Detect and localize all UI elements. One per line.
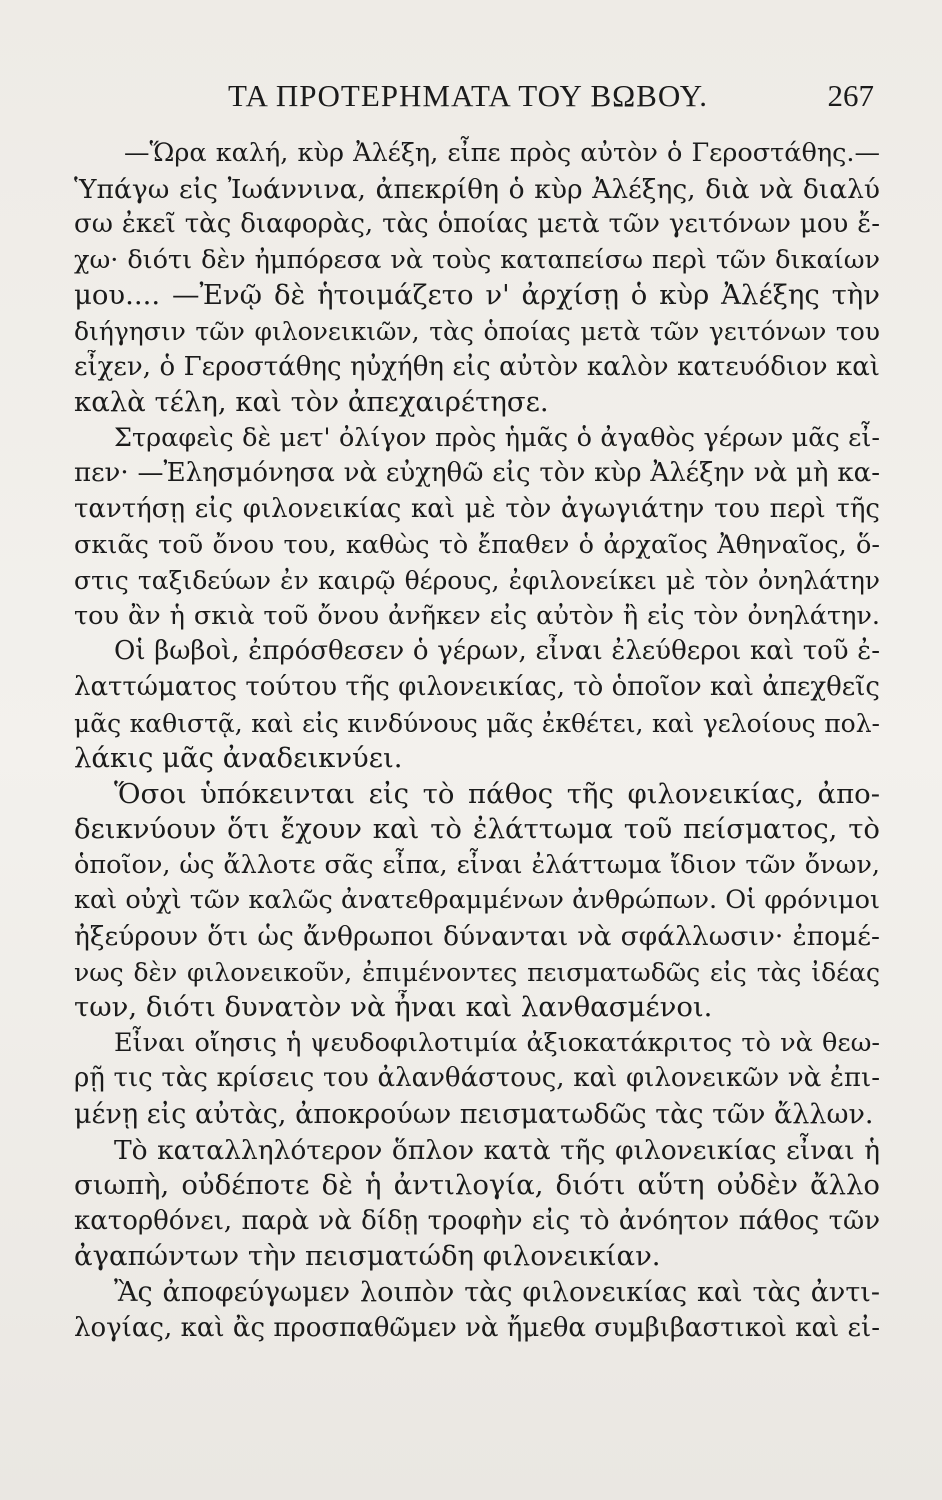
text-line: των, διότι δυνατὸν νὰ ἦναι καὶ λανθασμένοι. xyxy=(74,991,713,1024)
text-line: λογίας, καὶ ἂς προσπαθῶμεν νὰ ἤμεθα συμβιβαστικοὶ καὶ εἰ- xyxy=(74,1312,880,1343)
page-body-text xyxy=(74,136,880,1346)
text-line: σιωπὴ, οὐδέποτε δὲ ἡ ἀντιλογία, διότι αὕτη οὐδὲν ἄλλο xyxy=(74,1169,880,1202)
page-header xyxy=(0,78,942,118)
text-line: μένῃ εἰς αὐτὰς, ἀποκρούων πεισματωδῶς τὰς τῶν ἄλλων. xyxy=(74,1099,874,1131)
running-title: ΤΑ ΠΡΟΤΕΡΗΜΑΤΑ ΤΟΥ ΒΩΒΟΥ. xyxy=(228,78,708,113)
text-line: ἀγαπώντων τὴν πεισματώδη φιλονεικίαν. xyxy=(74,1240,661,1273)
text-line: —Ὥρα καλή, κὺρ Ἀλέξη, εἶπε πρὸς αὐτὸν ὁ Γεροστάθης.— xyxy=(124,138,880,168)
text-line: καὶ οὐχὶ τῶν καλῶς ἀνατεθραμμένων ἀνθρώπων. Οἱ φρόνιμοι xyxy=(74,885,880,916)
text-line: κατορθόνει, παρὰ νὰ δίδῃ τροφὴν εἰς τὸ ἀνόητον πάθος τῶν xyxy=(74,1205,880,1236)
page-number: 267 xyxy=(827,78,874,113)
text-line: λαττώματος τούτου τῆς φιλονεικίας, τὸ ὁποῖον καὶ ἀπεχθεῖς xyxy=(74,671,880,702)
text-line: Ἂς ἀποφεύγωμεν λοιπὸν τὰς φιλονεικίας καὶ τὰς ἀντι- xyxy=(114,1277,880,1308)
text-line: χω· διότι δὲν ἠμπόρεσα νὰ τοὺς καταπείσω περὶ τῶν δικαίων xyxy=(74,244,880,275)
text-line: Τὸ καταλληλότερον ὅπλον κατὰ τῆς φιλονεικίας εἶναι ἡ xyxy=(114,1134,880,1166)
text-line: Στραφεὶς δὲ μετ' ὀλίγον πρὸς ἡμᾶς ὁ ἀγαθὸς γέρων μᾶς εἶ- xyxy=(114,422,880,453)
text-line: δεικνύουν ὅτι ἔχουν καὶ τὸ ἐλάττωμα τοῦ πείσματος, τὸ xyxy=(74,813,880,846)
text-line: πεν· —Ἐλησμόνησα νὰ εὐχηθῶ εἰς τὸν κὺρ Ἀλέξην νὰ μὴ κα- xyxy=(74,458,880,489)
text-line: Ὑπάγω εἰς Ἰωάννινα, ἀπεκρίθη ὁ κὺρ Ἀλέξης, διὰ νὰ διαλύ xyxy=(74,173,880,205)
text-line: διήγησιν τῶν φιλονεικιῶν, τὰς ὁποίας μετὰ τῶν γειτόνων του xyxy=(74,316,880,346)
text-line: ταντήσῃ εἰς φιλονεικίας καὶ μὲ τὸν ἀγωγιάτην του περὶ τῆς xyxy=(74,493,880,524)
text-line: νως δὲν φιλονεικοῦν, ἐπιμένοντες πεισματωδῶς εἰς τὰς ἰδέας xyxy=(74,957,880,987)
text-line: καλὰ τέλη, καὶ τὸν ἀπεχαιρέτησε. xyxy=(74,386,549,419)
text-line: σκιᾶς τοῦ ὄνου του, καθὼς τὸ ἔπαθεν ὁ ἀρχαῖος Ἀθηναῖος, ὅ- xyxy=(74,529,880,560)
text-line: στις ταξιδεύων ἐν καιρῷ θέρους, ἐφιλονείκει μὲ τὸν ὀνηλάτην xyxy=(74,566,880,596)
text-line: μου.... —Ἐνῷ δὲ ἡτοιμάζετο ν' ἀρχίσῃ ὁ κὺρ Ἀλέξης τὴν xyxy=(74,279,880,312)
text-line: ὁποῖον, ὡς ἄλλοτε σᾶς εἶπα, εἶναι ἐλάττωμα ἴδιον τῶν ὄνων, xyxy=(74,849,880,880)
text-line: Οἱ βωβοὶ, ἐπρόσθεσεν ὁ γέρων, εἶναι ἐλεύθεροι καὶ τοῦ ἐ- xyxy=(114,636,880,667)
text-line: Ὅσοι ὑπόκεινται εἰς τὸ πάθος τῆς φιλονεικίας, ἀπο- xyxy=(114,777,880,810)
text-line: λάκις μᾶς ἀναδεικνύει. xyxy=(74,742,403,775)
text-line: εἶχεν, ὁ Γεροστάθης ηὐχήθη εἰς αὐτὸν καλὸν κατευόδιον καὶ xyxy=(74,351,880,382)
text-line: του ἂν ἡ σκιὰ τοῦ ὄνου ἀνῆκεν εἰς αὐτὸν ἢ εἰς τὸν ὀνηλάτην. xyxy=(74,600,880,631)
text-line: ἠξεύρουν ὅτι ὡς ἄνθρωποι δύνανται νὰ σφάλλωσιν· ἐπομέ- xyxy=(74,921,880,953)
text-line: ρῇ τις τὰς κρίσεις του ἀλανθάστους, καὶ φιλονεικῶν νὰ ἐπι- xyxy=(74,1063,880,1094)
text-line: μᾶς καθιστᾷ, καὶ εἰς κινδύνους μᾶς ἐκθέτει, καὶ γελοίους πολ- xyxy=(74,708,880,738)
text-line: σω ἐκεῖ τὰς διαφορὰς, τὰς ὁποίας μετὰ τῶν γειτόνων μου ἔ- xyxy=(74,209,880,240)
text-line: Εἶναι οἴησις ἡ ψευδοφιλοτιμία ἀξιοκατάκριτος τὸ νὰ θεω- xyxy=(114,1027,880,1058)
